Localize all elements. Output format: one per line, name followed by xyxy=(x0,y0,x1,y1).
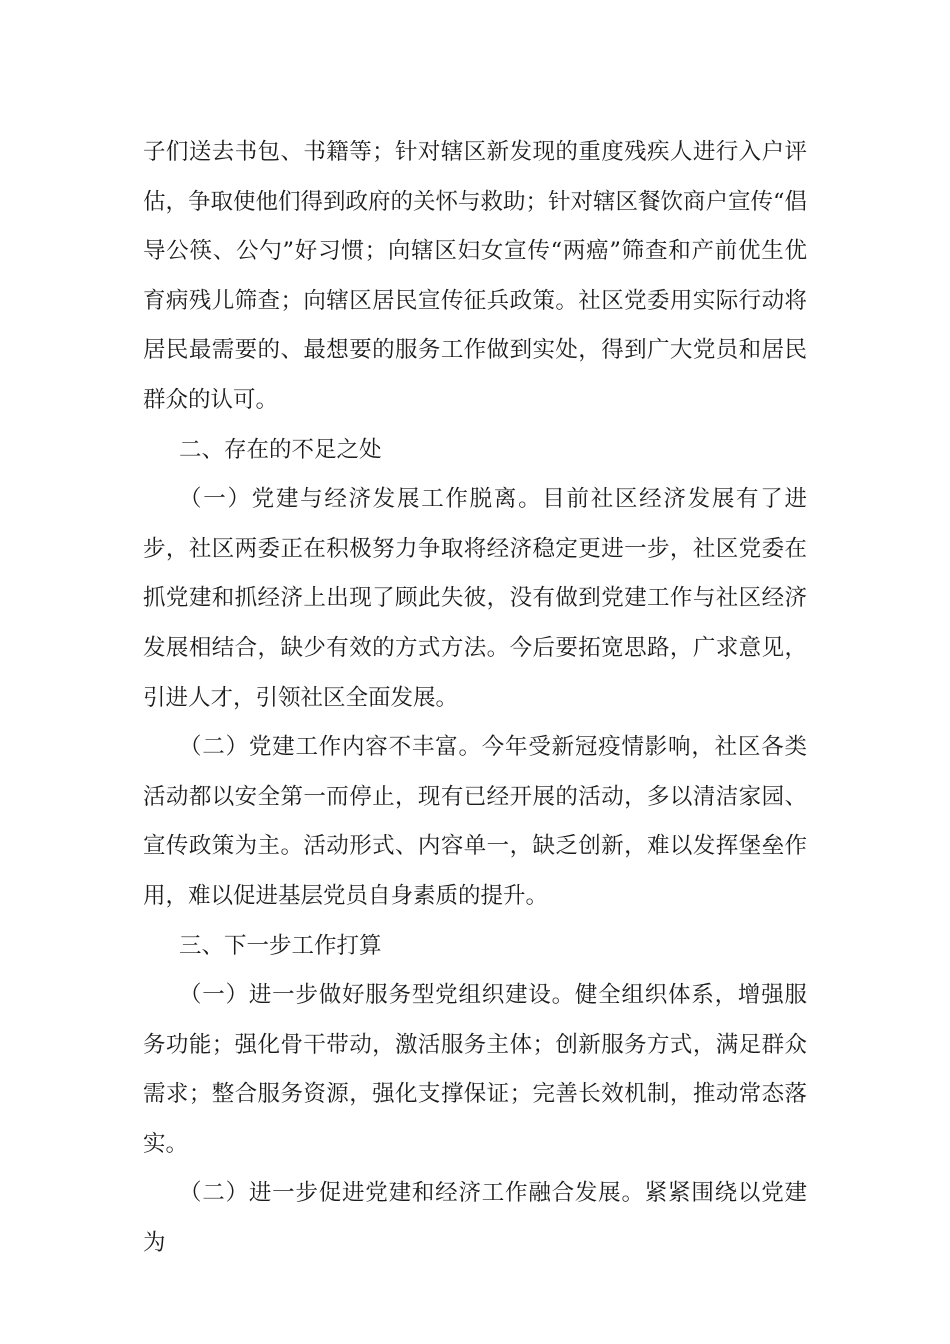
section-heading-next-steps: 三、下一步工作打算 xyxy=(179,932,382,959)
paragraph-continuation: 子们送去书包、书籍等；针对辖区新发现的重度残疾人进行入户评估，争取使他们得到政府的关怀与救助；针对辖区餐饮商户宣传“倡导公筷、公勺”好习惯；向辖区妇女宣传“两癌”筛查和产前优生优育病残儿筛查；向辖区居民宣传征兵政策。社区党委用实际行动将居民最需要的、最想要的服务工作做到实处，得到广大党员和居民群众的认可。 xyxy=(143,139,808,413)
document-body xyxy=(143,128,807,1269)
paragraph-service-organization: （一）进一步做好服务型党组织建设。健全组织体系，增强服务功能；强化骨干带动，激活服务主体；创新服务方式，满足群众需求；整合服务资源，强化支撑保证；完善长效机制，推动常态落实。 xyxy=(143,982,807,1157)
paragraph-party-work-content: （二）党建工作内容不丰富。今年受新冠疫情影响，社区各类活动都以安全第一而停止，现有已经开展的活动，多以清洁家园、宣传政策为主。活动形式、内容单一，缺乏创新，难以发挥堡垒作用，难以促进基层党员自身素质的提升。 xyxy=(143,734,807,909)
paragraph-party-economy-gap: （一）党建与经济发展工作脱离。目前社区经济发展有了进步，社区两委正在积极努力争取将经济稳定更进一步，社区党委在抓党建和抓经济上出现了顾此失彼，没有做到党建工作与社区经济发展相结合，缺少有效的方式方法。今后要拓宽思路，广求意见，引进人才，引领社区全面发展。 xyxy=(143,486,807,711)
paragraph-integration-development: （二）进一步促进党建和经济工作融合发展。紧紧围绕以党建为 xyxy=(143,1180,807,1257)
section-heading-shortcomings: 二、存在的不足之处 xyxy=(179,436,382,463)
